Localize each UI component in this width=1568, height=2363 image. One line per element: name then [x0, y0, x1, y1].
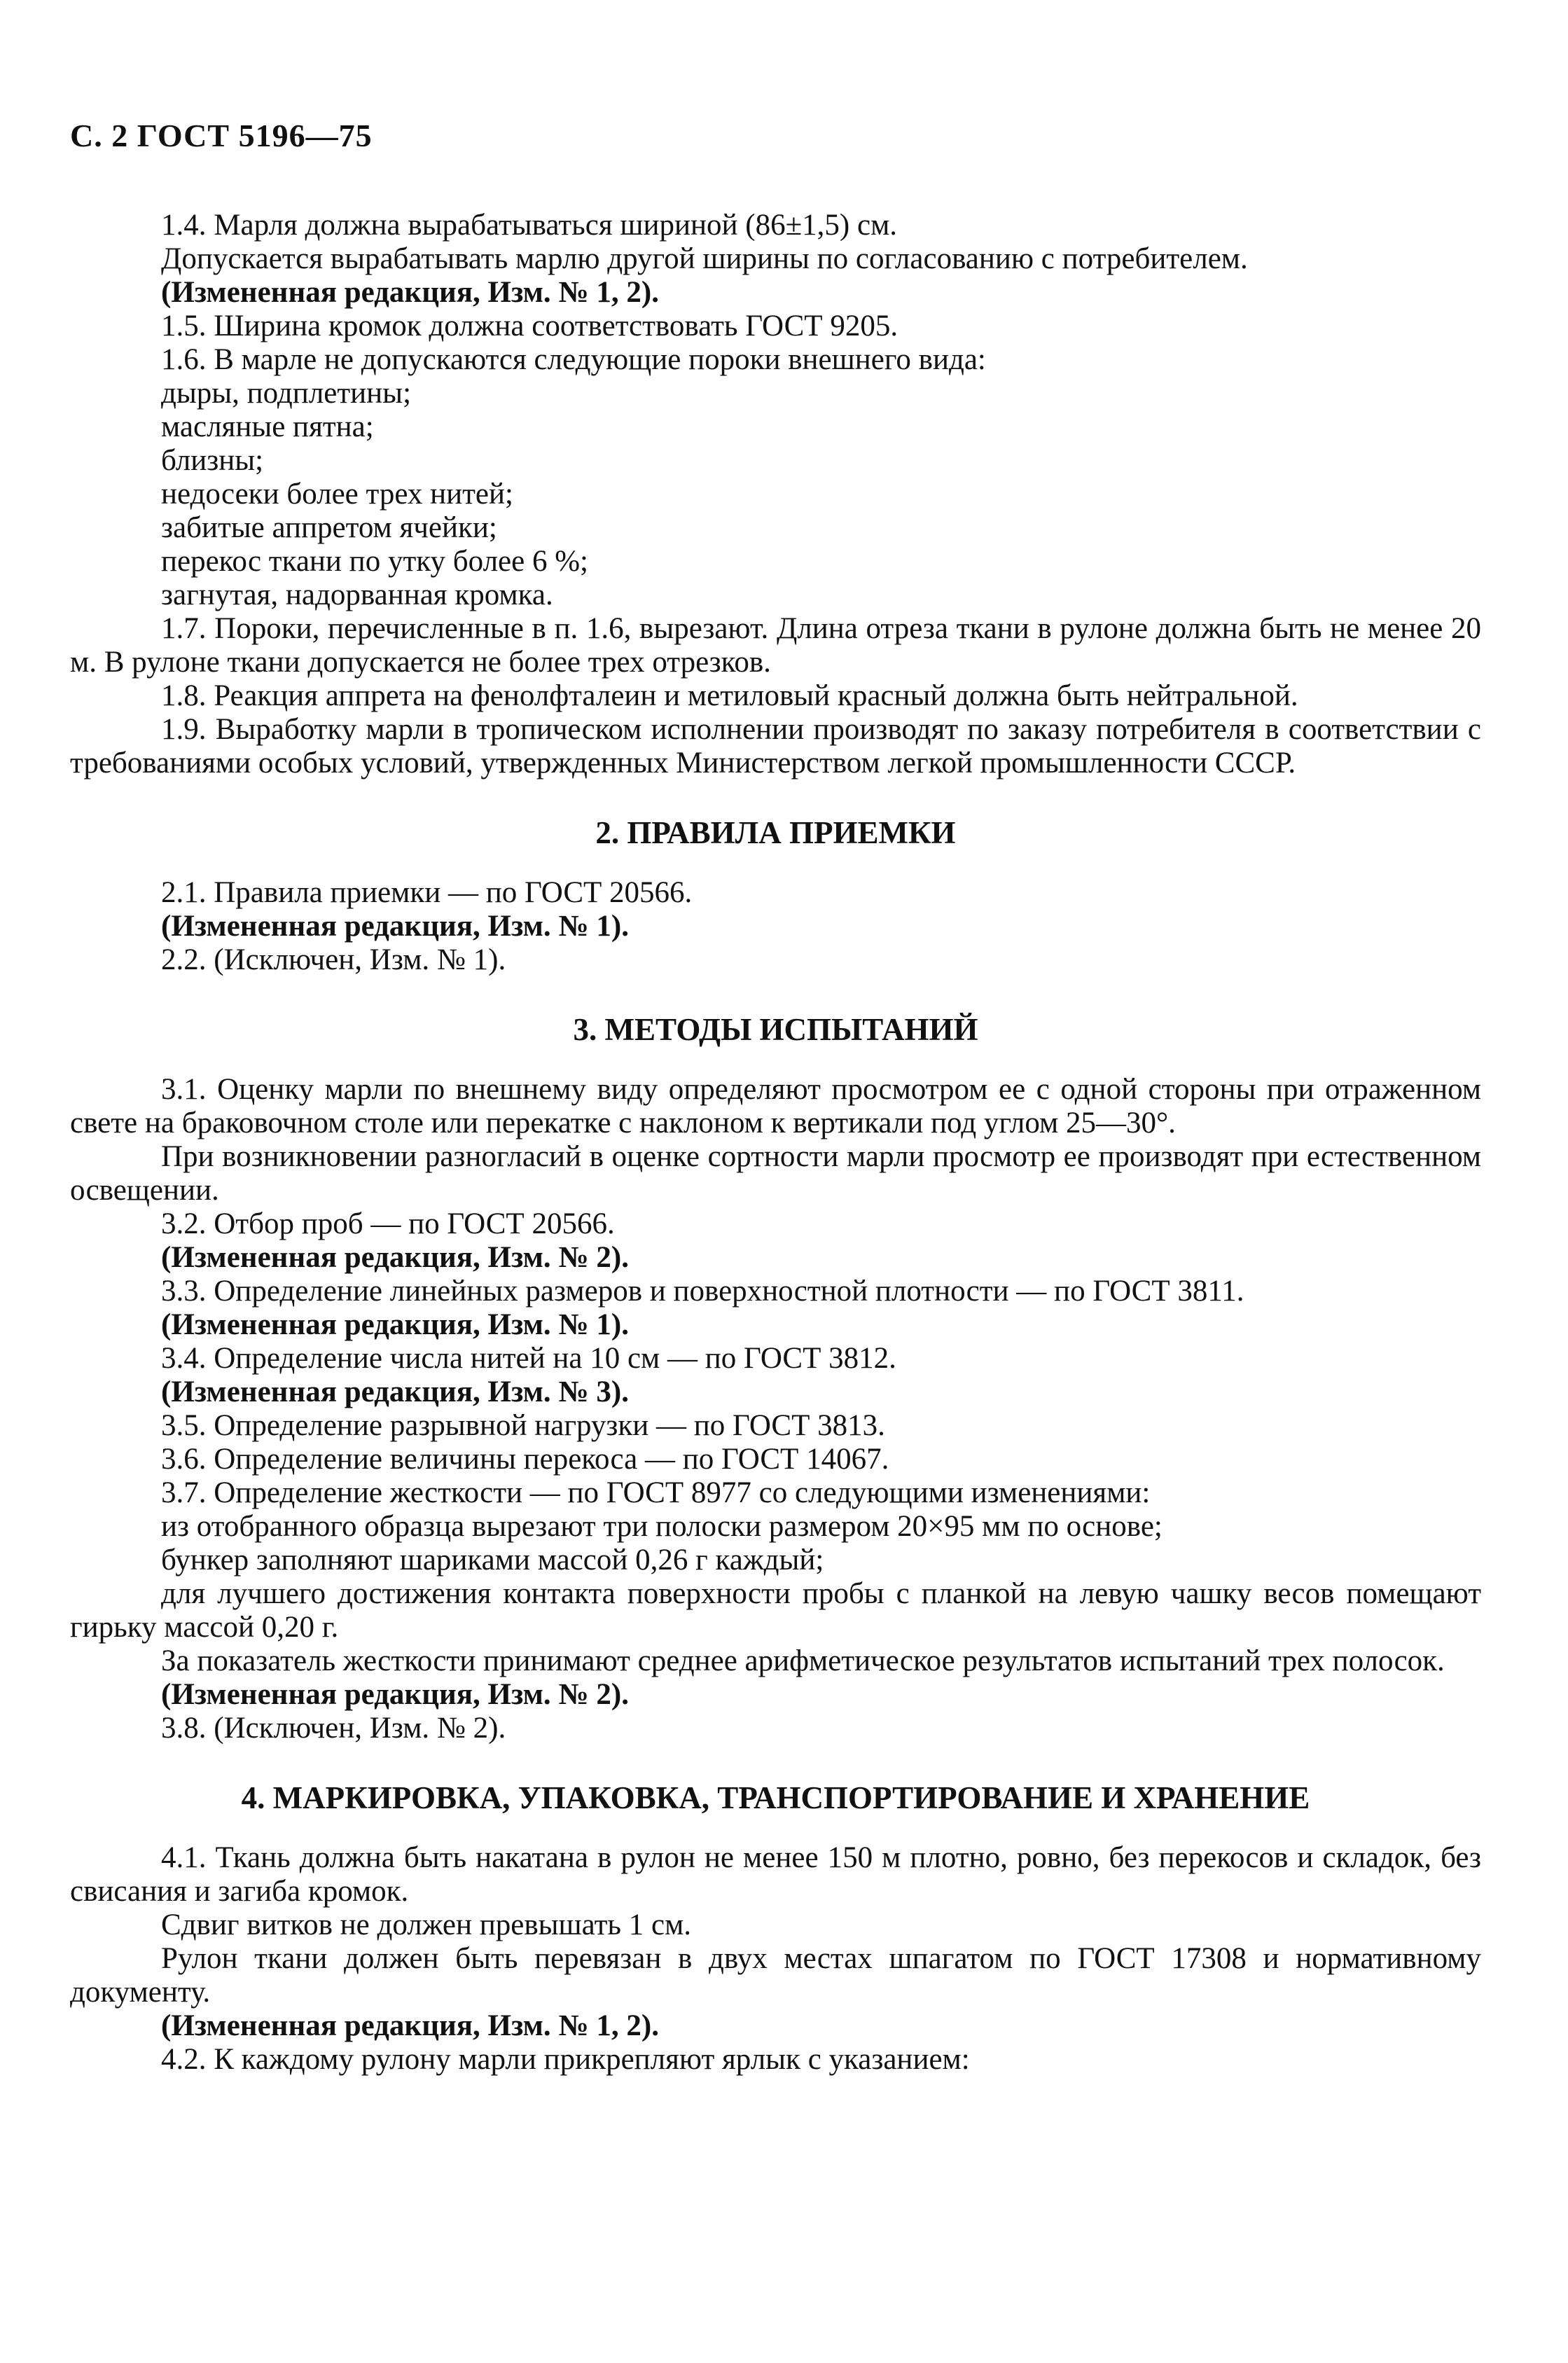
amendment-note: (Измененная редакция, Изм. № 3).	[161, 1375, 629, 1408]
paragraph: 3.2. Отбор проб — по ГОСТ 20566.	[161, 1207, 615, 1240]
list-item: недосеки более трех нитей;	[161, 478, 513, 511]
paragraph: 4.2. К каждому рулону марли прикрепляют ярлык с указанием:	[161, 2043, 970, 2076]
page-header: С. 2 ГОСТ 5196—75	[70, 118, 373, 153]
paragraph: Допускается вырабатывать марлю другой ширины по согласованию с потребителем.	[161, 242, 1248, 275]
paragraph: 3.3. Определение линейных размеров и поверхностной плотности — по ГОСТ 3811.	[161, 1275, 1244, 1308]
paragraph: 1.8. Реакция аппрета на фенолфталеин и метиловый красный должна быть нейтральной.	[161, 679, 1298, 712]
section-heading: 3. МЕТОДЫ ИСПЫТАНИЙ	[573, 1012, 978, 1047]
paragraph: 3.1. Оценку марли по внешнему виду определяют просмотром ее с одной стороны при отраженном свете на браковочном столе или перекатке с наклоном к вертикали под углом 25—30°.	[70, 1073, 1481, 1139]
paragraph: 3.7. Определение жесткости — по ГОСТ 8977 со следующими изменениями:	[161, 1476, 1151, 1509]
amendment-note: (Измененная редакция, Изм. № 1).	[161, 910, 629, 943]
paragraph: для лучшего достижения контакта поверхности пробы с планкой на левую чашку весов помещают гирьку массой 0,20 г.	[70, 1577, 1481, 1644]
amendment-note: (Измененная редакция, Изм. № 1, 2).	[161, 276, 659, 309]
paragraph: 3.8. (Исключен, Изм. № 2).	[161, 1712, 506, 1745]
list-item: загнутая, надорванная кромка.	[161, 578, 553, 611]
amendment-note: (Измененная редакция, Изм. № 2).	[161, 1241, 629, 1274]
section-heading: 2. ПРАВИЛА ПРИЕМКИ	[595, 815, 956, 850]
list-item: перекос ткани по утку более 6 %;	[161, 545, 588, 578]
list-item: дыры, подплетины;	[161, 377, 412, 410]
paragraph: 3.6. Определение величины перекоса — по ГОСТ 14067.	[161, 1443, 889, 1476]
paragraph: Сдвиг витков не должен превышать 1 см.	[161, 1908, 692, 1941]
paragraph: Рулон ткани должен быть перевязан в двух местах шпагатом по ГОСТ 17308 и нормативному документу.	[70, 1942, 1481, 2009]
paragraph: 1.4. Марля должна вырабатываться шириной (86±1,5) см.	[161, 209, 898, 242]
document-body	[70, 209, 1481, 2077]
paragraph: 1.9. Выработку марли в тропическом исполнении производят по заказу потребителя в соответствии с требованиями особых условий, утвержденных Министерством легкой промышленности СССР.	[70, 713, 1481, 779]
paragraph: При возникновении разногласий в оценке сортности марли просмотр ее производят при естественном освещении.	[70, 1140, 1481, 1207]
amendment-note: (Измененная редакция, Изм. № 1, 2).	[161, 2009, 659, 2042]
paragraph: 3.5. Определение разрывной нагрузки — по ГОСТ 3813.	[161, 1409, 885, 1442]
section-heading: 4. МАРКИРОВКА, УПАКОВКА, ТРАНСПОРТИРОВАНИЕ И ХРАНЕНИЕ	[241, 1780, 1310, 1815]
list-item: масляные пятна;	[161, 410, 374, 443]
paragraph: 2.2. (Исключен, Изм. № 1).	[161, 943, 506, 976]
list-item: близны;	[161, 444, 264, 477]
list-item: забитые аппретом ячейки;	[161, 511, 497, 544]
list-item: бункер заполняют шариками массой 0,26 г каждый;	[161, 1544, 824, 1577]
paragraph: 1.6. В марле не допускаются следующие пороки внешнего вида:	[161, 343, 986, 376]
list-item: из отобранного образца вырезают три полоски размером 20×95 мм по основе;	[161, 1510, 1163, 1543]
paragraph: 3.4. Определение числа нитей на 10 см — по ГОСТ 3812.	[161, 1342, 896, 1375]
amendment-note: (Измененная редакция, Изм. № 1).	[161, 1308, 629, 1341]
paragraph: За показатель жесткости принимают среднее арифметическое результатов испытаний трех полосок.	[161, 1644, 1445, 1677]
paragraph: 4.1. Ткань должна быть накатана в рулон не менее 150 м плотно, ровно, без перекосов и складок, без свисания и загиба кромок.	[70, 1841, 1481, 1908]
paragraph: 1.7. Пороки, перечисленные в п. 1.6, вырезают. Длина отреза ткани в рулоне должна быть не менее 20 м. В рулоне ткани допускается не более трех отрезков.	[70, 612, 1481, 679]
paragraph: 1.5. Ширина кромок должна соответствовать ГОСТ 9205.	[161, 310, 899, 342]
paragraph: 2.1. Правила приемки — по ГОСТ 20566.	[161, 876, 693, 909]
amendment-note: (Измененная редакция, Изм. № 2).	[161, 1678, 629, 1711]
